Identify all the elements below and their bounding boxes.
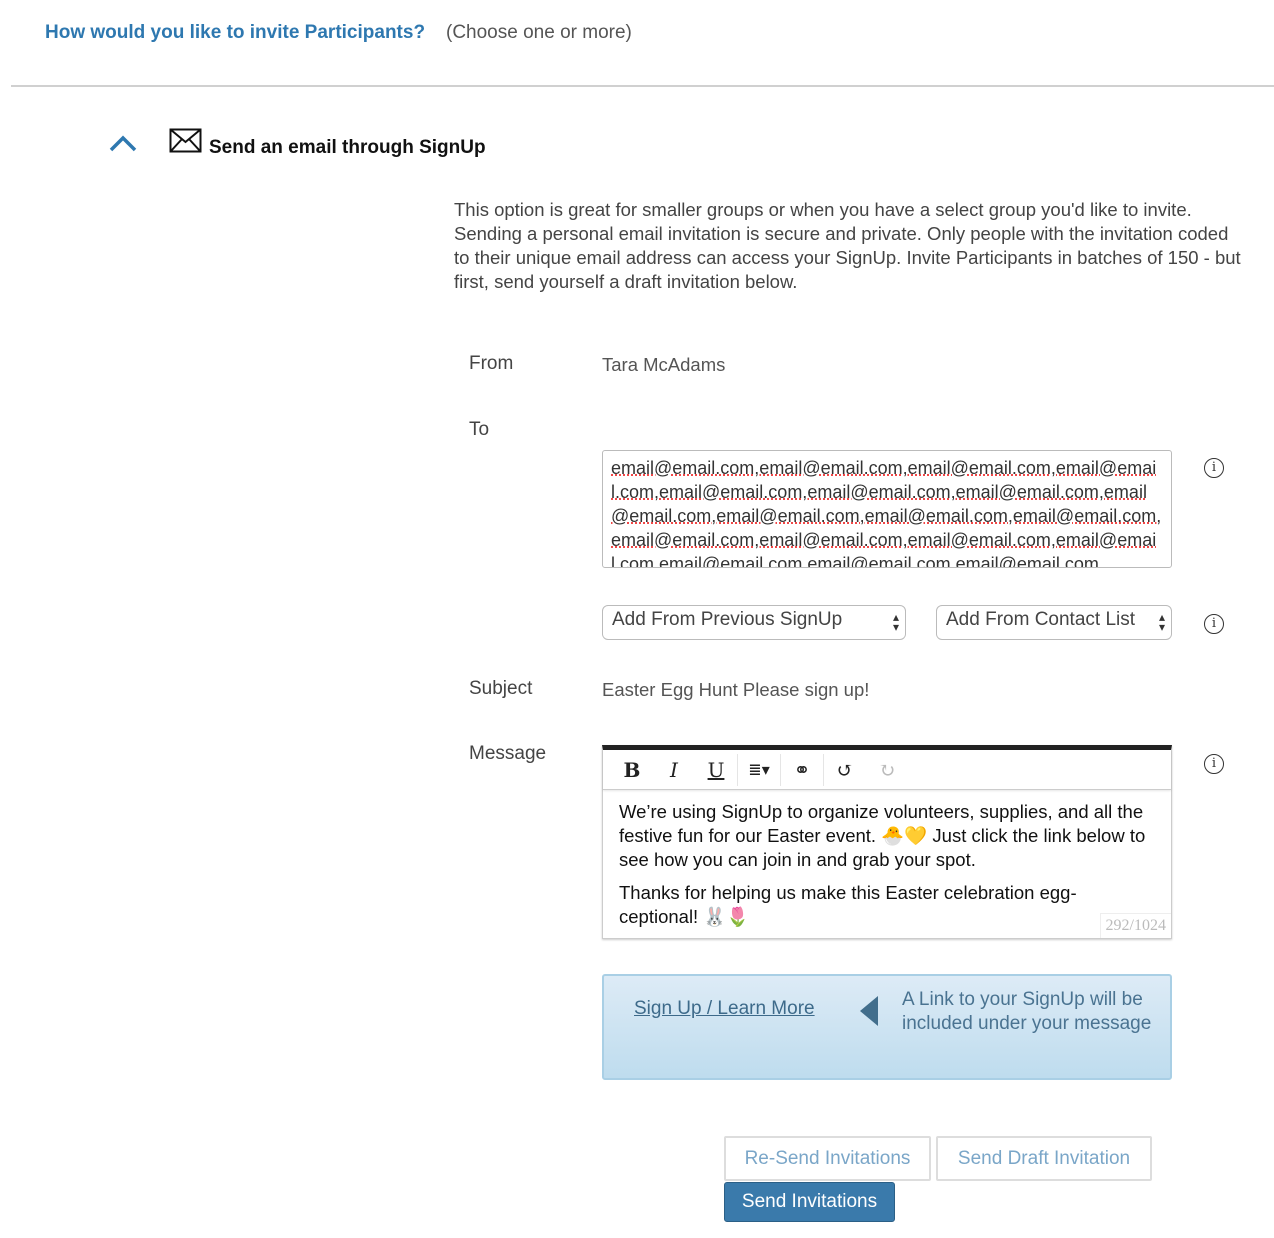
message-editor[interactable] <box>602 745 1172 939</box>
signup-learn-more-link[interactable]: Sign Up / Learn More <box>634 998 815 1019</box>
select-arrows-icon: ▴ ▾ <box>892 610 899 634</box>
redo-button[interactable]: ↻ <box>878 757 896 782</box>
bold-button[interactable]: B <box>623 757 641 782</box>
link-button[interactable]: ⚭ <box>793 757 811 782</box>
description-2: Sending a personal email invitation is secure and private. Only people with the invitation coded to their unique email address can access your SignUp. Invite Participants in batches of 150 - but first, send yourself a draft invitation below. <box>454 223 1241 292</box>
add-from-contact-list-select[interactable] <box>936 605 1172 640</box>
select-label: Add From Previous SignUp <box>612 609 843 630</box>
from-value: Tara McAdams <box>602 354 726 375</box>
invite-hint: (Choose one or more) <box>446 22 632 43</box>
subject-value[interactable]: Easter Egg Hunt Please sign up! <box>602 679 870 700</box>
info-icon[interactable]: i <box>1204 458 1224 478</box>
section-title: Send an email through SignUp <box>209 137 486 158</box>
message-body[interactable] <box>603 790 1171 939</box>
character-count: 292/1024 <box>1100 913 1171 938</box>
description-1: This option is great for smaller groups or when you have a select group you'd like to invite. <box>454 199 1192 220</box>
send-invitations-button[interactable]: Send Invitations <box>724 1182 895 1222</box>
select-arrows-icon: ▴ ▾ <box>1158 610 1165 634</box>
send-draft-invitation-button[interactable]: Send Draft Invitation <box>936 1136 1152 1181</box>
underline-button[interactable]: U <box>707 757 725 782</box>
undo-button[interactable]: ↺ <box>836 757 854 782</box>
message-paragraph: Thanks for helping us make this Easter celebration egg-ceptional! 🐰🌷 <box>619 882 1077 927</box>
chevron-up-icon[interactable] <box>108 130 138 156</box>
envelope-icon <box>169 128 202 154</box>
signup-link-preview <box>602 974 1172 1080</box>
message-label: Message <box>469 743 547 764</box>
to-label: To <box>469 419 490 440</box>
add-from-previous-signup-select[interactable] <box>602 605 906 640</box>
resend-invitations-button[interactable]: Re-Send Invitations <box>724 1136 931 1181</box>
message-paragraph: We’re using SignUp to organize volunteers, supplies, and all the festive fun for our Easter event. 🐣💛 Just click the link below to see how you can join in and grab your spot. <box>619 801 1146 870</box>
align-button[interactable]: ≣▾ <box>748 760 770 779</box>
invite-question: How would you like to invite Participants? <box>45 22 426 43</box>
arrow-left-icon <box>860 996 878 1026</box>
link-note-text: A Link to your SignUp will be included under your message <box>902 989 1152 1034</box>
divider <box>11 85 1274 87</box>
select-label: Add From Contact List <box>946 609 1136 630</box>
from-label: From <box>469 353 514 374</box>
info-icon[interactable]: i <box>1204 754 1224 774</box>
info-icon[interactable]: i <box>1204 614 1224 634</box>
to-recipients-input[interactable] <box>602 450 1172 568</box>
italic-button[interactable]: I <box>670 757 678 782</box>
section-description <box>454 198 1244 294</box>
editor-toolbar <box>603 750 1171 790</box>
subject-label: Subject <box>469 678 533 699</box>
